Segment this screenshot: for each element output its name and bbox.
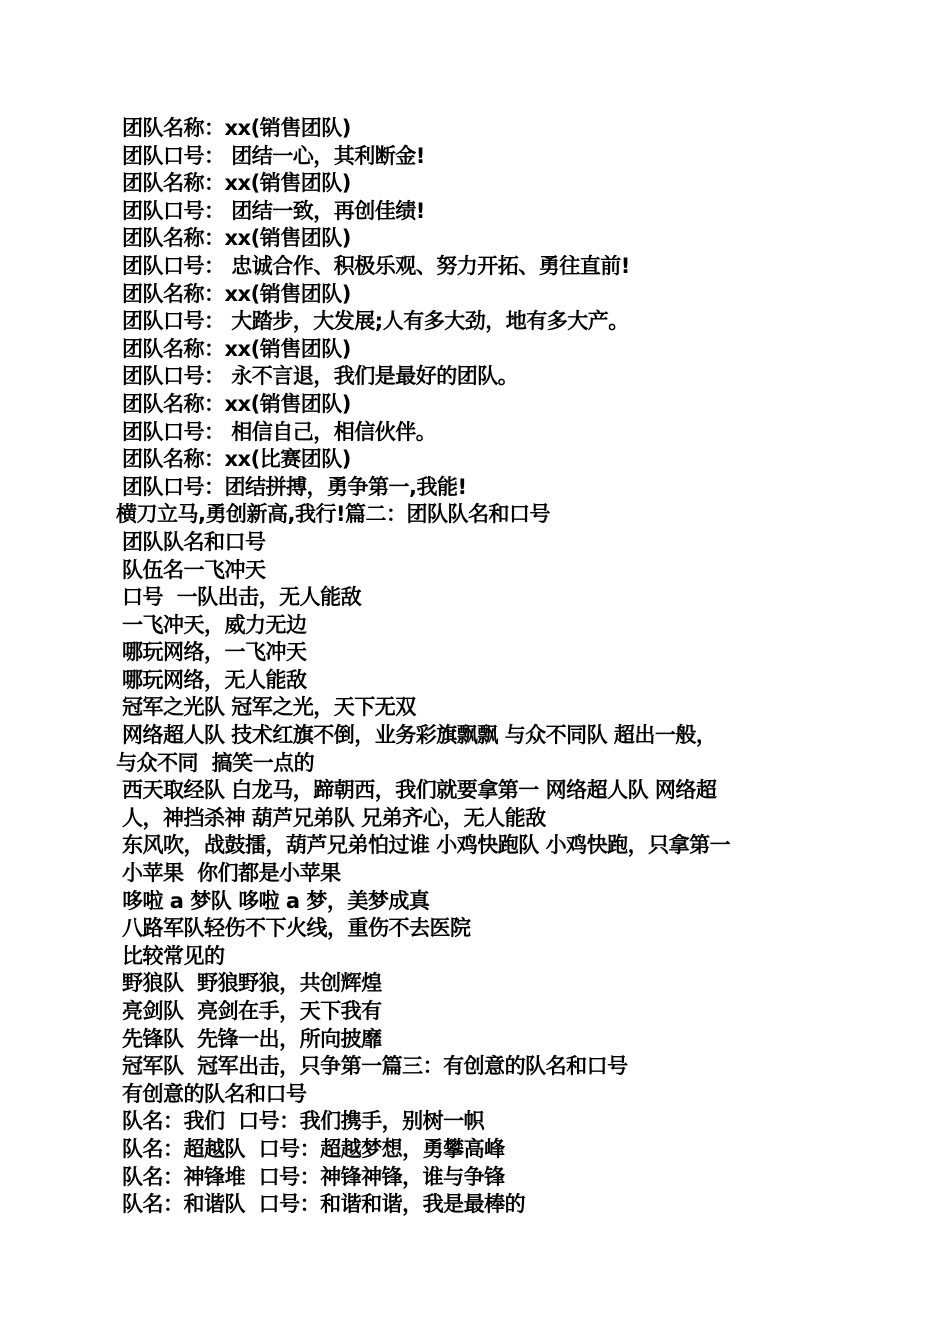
text-line: 团队口号： 团结一心，其利断金! xyxy=(122,143,425,168)
text-line: 冠军队 冠军出击，只争第一篇三：有创意的队名和口号 xyxy=(122,1054,628,1079)
document-body xyxy=(116,115,856,1219)
text-line: 亮剑队 亮剑在手，天下我有 xyxy=(122,999,382,1023)
text-line: 团队名称：xx(销售团队) xyxy=(122,171,351,196)
text-line: 团队名称：xx(销售团队) xyxy=(122,336,351,361)
text-line: 八路军队轻伤不下火线，重伤不去医院 xyxy=(122,916,471,941)
text-line: 哪玩网络，无人能敌 xyxy=(122,667,307,692)
text-line: 人，神挡杀神 葫芦兄弟队 兄弟齐心，无人能敌 xyxy=(122,805,546,830)
text-line: 一飞冲天，威力无边 xyxy=(122,612,307,637)
text-line: 哪玩网络，一飞冲天 xyxy=(122,640,307,665)
text-line: 队名：和谐队 口号：和谐和谐，我是最棒的 xyxy=(122,1192,526,1217)
text-line: 团队口号： 忠诚合作、积极乐观、努力开拓、勇往直前! xyxy=(122,253,630,278)
text-line: 先锋队 先锋一出，所向披靡 xyxy=(122,1026,382,1051)
text-line: 队伍名一飞冲天 xyxy=(122,557,266,582)
text-line: 与众不同 搞笑一点的 xyxy=(116,750,315,775)
text-line: 东风吹，战鼓擂，葫芦兄弟怕过谁 小鸡快跑队 小鸡快跑，只拿第一 xyxy=(122,833,731,858)
text-line: 网络超人队 技术红旗不倒，业务彩旗飘飘 与众不同队 超出一般， xyxy=(122,723,717,748)
text-line: 团队名称：xx(销售团队) xyxy=(122,281,351,306)
text-line: 团队口号： 团结一致，再创佳绩! xyxy=(122,198,425,223)
text-line: 队名：我们 口号：我们携手，别树一帜 xyxy=(122,1109,485,1134)
text-line: 冠军之光队 冠军之光，天下无双 xyxy=(122,695,416,720)
text-line: 口号 一队出击，无人能敌 xyxy=(122,585,362,610)
text-line: 队名：神锋堆 口号：神锋神锋，谁与争锋 xyxy=(122,1164,505,1189)
text-line: 哆啦 a 梦队 哆啦 a 梦，美梦成真 xyxy=(122,888,430,913)
section-title: 有创意的队名和口号 xyxy=(122,1081,307,1106)
text-line: 队名：超越队 口号：超越梦想，勇攀高峰 xyxy=(122,1136,505,1161)
text-line: 团队口号： 相信自己，相信伙伴。 xyxy=(122,419,437,444)
section-title: 团队队名和口号 xyxy=(122,529,266,554)
text-line: 比较常见的 xyxy=(122,943,225,968)
text-line: 西天取经队 白龙马，蹄朝西，我们就要拿第一 网络超人队 网络超 xyxy=(122,778,717,803)
text-line: 团队名称：xx(比赛团队) xyxy=(122,447,351,472)
text-line: 小苹果 你们都是小苹果 xyxy=(122,861,341,886)
text-line: 团队口号： 大踏步，大发展;人有多大劲，地有多大产。 xyxy=(122,309,629,334)
text-line: 团队名称：xx(销售团队) xyxy=(122,391,351,416)
text-line: 团队口号： 永不言退，我们是最好的团队。 xyxy=(122,364,519,389)
text-line: 野狼队 野狼野狼，共创辉煌 xyxy=(122,971,382,996)
text-line: 团队名称：xx(销售团队) xyxy=(122,226,351,251)
text-line: 团队名称：xx(销售团队) xyxy=(122,116,351,140)
text-line: 团队口号：团结拼搏，勇争第一,我能! xyxy=(122,474,467,499)
section-heading-line: 横刀立马,勇创新高,我行!篇二：团队队名和口号 xyxy=(116,502,551,527)
